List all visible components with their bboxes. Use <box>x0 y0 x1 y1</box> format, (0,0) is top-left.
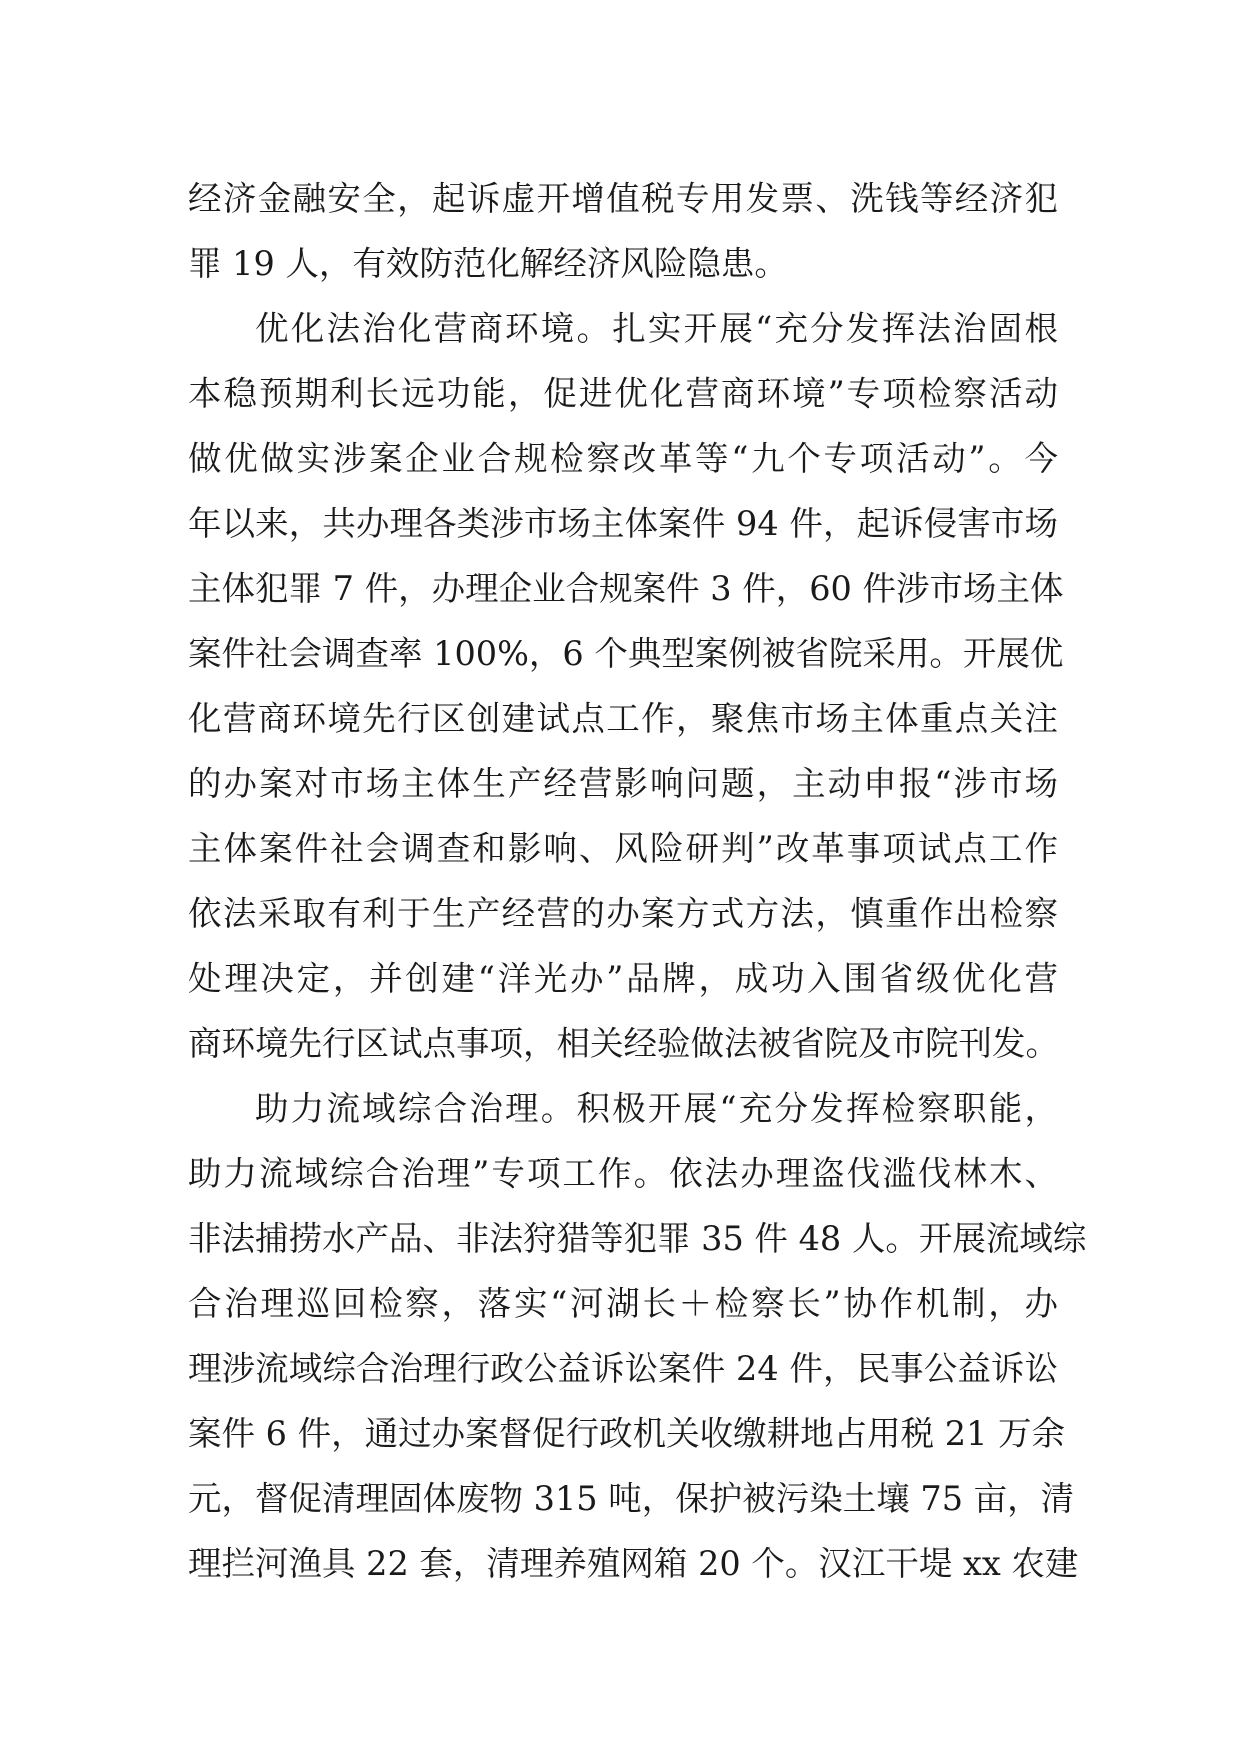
text-line: 的办案对市场主体生产经营影响问题，主动申报“涉市场 <box>188 764 1058 803</box>
text-line: 处理决定，并创建“洋光办”品牌，成功入围省级优化营 <box>188 959 1058 998</box>
text-line: 元，督促清理固体废物 315 吨，保护被污染土壤 75 亩，清 <box>188 1479 1075 1518</box>
paragraph-start-line: 助力流域综合治理。积极开展“充分发挥检察职能， <box>255 1089 1058 1128</box>
text-line: 非法捕捞水产品、非法狩猎等犯罪 35 件 48 人。开展流域综 <box>188 1219 1087 1258</box>
text-line: 年以来，共办理各类涉市场主体案件 94 件，起诉侵害市场 <box>188 504 1058 543</box>
text-line: 化营商环境先行区创建试点工作，聚焦市场主体重点关注 <box>188 699 1058 738</box>
text-line: 助力流域综合治理”专项工作。依法办理盗伐滥伐林木、 <box>188 1154 1058 1193</box>
paragraph-start-line: 优化法治化营商环境。扎实开展“充分发挥法治固根 <box>255 309 1058 348</box>
text-line: 案件 6 件，通过办案督促行政机关收缴耕地占用税 21 万余 <box>188 1414 1066 1453</box>
text-line: 商环境先行区试点事项，相关经验做法被省院及市院刊发。 <box>188 1024 1059 1063</box>
text-line: 合治理巡回检察，落实“河湖长＋检察长”协作机制，办 <box>188 1284 1058 1323</box>
text-line: 依法采取有利于生产经营的办案方式方法，慎重作出检察 <box>188 894 1058 933</box>
text-line: 经济金融安全，起诉虚开增值税专用发票、洗钱等经济犯 <box>188 179 1058 218</box>
text-line: 主体案件社会调查和影响、风险研判”改革事项试点工作 <box>188 829 1058 868</box>
text-line: 理涉流域综合治理行政公益诉讼案件 24 件，民事公益诉讼 <box>188 1349 1058 1388</box>
text-line: 主体犯罪 7 件，办理企业合规案件 3 件，60 件涉市场主体 <box>188 569 1064 608</box>
text-line: 理拦河渔具 22 套，清理养殖网箱 20 个。汉江干堤 xx 农建 <box>188 1544 1079 1583</box>
text-line: 罪 19 人，有效防范化解经济风险隐患。 <box>188 244 788 283</box>
document-body <box>188 166 1087 1596</box>
text-line: 案件社会调查率 100%，6 个典型案例被省院采用。开展优 <box>188 634 1064 673</box>
text-line: 做优做实涉案企业合规检察改革等“九个专项活动”。今 <box>188 439 1058 478</box>
text-line: 本稳预期利长远功能，促进优化营商环境”专项检察活动 <box>188 374 1058 413</box>
